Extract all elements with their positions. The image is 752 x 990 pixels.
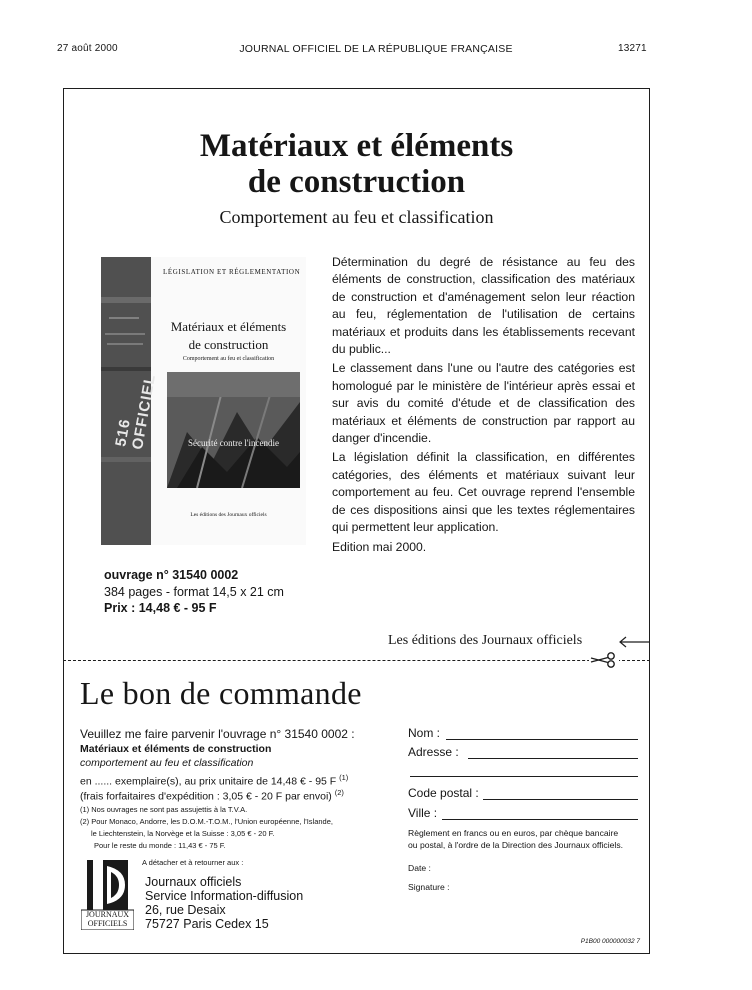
address-line: 26, rue Desaix	[145, 903, 226, 917]
payment-note-line-1: Règlement en francs ou en euros, par chèque bancaire	[408, 828, 619, 838]
document-code: P1B00 000000032 7	[580, 938, 640, 945]
notice-title-line-1: Matériaux et éléments	[199, 128, 514, 164]
detach-instruction: A détacher et à retourner aux :	[142, 858, 244, 867]
cover-kicker: LÉGISLATION ET RÉGLEMENTATION	[163, 268, 301, 276]
footnote-2: (2) Pour Monaco, Andorre, les D.O.M.-T.O.M., l'Union européenne, l'Islande,	[80, 817, 333, 826]
book-price: Prix : 14,48 € - 95 F	[104, 601, 217, 615]
cover-photo-image	[167, 372, 300, 488]
address-field[interactable]	[468, 758, 638, 759]
footnote-1: (1) Nos ouvrages ne sont pas assujettis à la T.V.A.	[80, 805, 248, 814]
book-format: 384 pages - format 14,5 x 21 cm	[104, 585, 284, 599]
order-book-title: Matériaux et éléments de construction	[80, 743, 272, 755]
footnote-2-continued: le Liechtenstein, la Norvège et la Suisse : 3,05 € - 20 F.	[91, 829, 275, 838]
order-form-title: Le bon de commande	[80, 675, 362, 711]
header-journal: JOURNAL OFFICIEL DE LA RÉPUBLIQUE FRANÇAISE	[239, 43, 513, 55]
cover-photo-caption: Sécurité contre l'incendie	[187, 438, 280, 448]
notice-title-line-2: de construction	[247, 164, 466, 200]
notice-subtitle: Comportement au feu et classification	[219, 207, 494, 227]
cover-title-line-2: de construction	[188, 337, 269, 352]
book-description	[332, 254, 635, 556]
payment-note-line-2: ou postal, à l'ordre de la Direction des Journaux officiels.	[408, 840, 624, 850]
name-field[interactable]	[446, 739, 638, 740]
address-line: Service Information-diffusion	[145, 889, 304, 903]
cut-line	[63, 660, 650, 661]
description-edition: Edition mai 2000.	[332, 539, 427, 554]
book-reference: ouvrage n° 31540 0002	[104, 568, 239, 582]
cover-publisher: Les éditions des Journaux officiels	[190, 512, 267, 518]
description-paragraph: La législation définit la classification, en différentes catégories, des éléments et matériaux suivant leur comportement au feu. Cet ouvrage reprend l'ensemble de ces dispositions ainsi que les textes réglementaires qui permettent leur application.	[332, 450, 635, 535]
order-shipping-text: (frais forfaitaires d'expédition : 3,05 € - 20 F par envoi)	[80, 790, 332, 803]
publisher-name: Les éditions des Journaux officiels	[388, 633, 583, 648]
address-field-line-2[interactable]	[410, 776, 638, 777]
signature-label: Signature :	[408, 882, 450, 892]
logo-text-1: JOURNAUX	[85, 910, 130, 919]
spine-label: 516 OFFICIEL	[112, 372, 160, 451]
description-paragraph: Détermination du degré de résistance au feu des éléments de construction, classification des matériaux de construction et d'aménagement selon leur réaction au feu, réglementation de l'utilisation de certains matériaux et produits dans les établissements recevant du public...	[332, 255, 635, 357]
order-copies-note: (1)	[339, 773, 349, 782]
scissors-icon	[589, 652, 619, 668]
order-book-subtitle: comportement au feu et classification	[80, 757, 254, 769]
name-label: Nom :	[408, 726, 441, 740]
address-label: Adresse :	[408, 745, 459, 759]
city-field[interactable]	[442, 819, 638, 820]
book-cover	[101, 257, 306, 545]
book-spine	[101, 257, 160, 545]
cover-subtitle: Comportement au feu et classification	[182, 356, 275, 362]
address-line: Journaux officiels	[145, 875, 242, 889]
logo-text-2: OFFICIELS	[87, 919, 128, 928]
postal-code-label: Code postal :	[408, 786, 479, 800]
order-shipping-note: (2)	[334, 788, 344, 797]
header-date: 27 août 2000	[57, 43, 118, 54]
cover-photo	[167, 372, 300, 488]
city-label: Ville :	[408, 806, 438, 820]
description-paragraph: Le classement dans l'une ou l'autre des catégories est homologué par le ministère de l'intérieur après essai et sur avis du comité d'étude et de classification des matériaux et éléments de construction par rapport au danger d'incendie.	[332, 361, 635, 446]
left-arrow-icon	[618, 636, 652, 648]
date-label: Date :	[408, 863, 431, 873]
order-shipping	[80, 786, 344, 804]
order-copies-text: en ...... exemplaire(s), au prix unitaire de 14,48 € - 95 F	[80, 775, 337, 788]
order-intro: Veuillez me faire parvenir l'ouvrage n° 31540 0002 :	[80, 727, 355, 741]
footnote-2-rest: Pour le reste du monde : 11,43 € - 75 F.	[94, 841, 226, 850]
cover-title-line-1: Matériaux et éléments	[170, 319, 287, 334]
address-line: 75727 Paris Cedex 15	[145, 917, 269, 931]
header-page-number: 13271	[618, 43, 647, 54]
postal-code-field[interactable]	[483, 799, 638, 800]
